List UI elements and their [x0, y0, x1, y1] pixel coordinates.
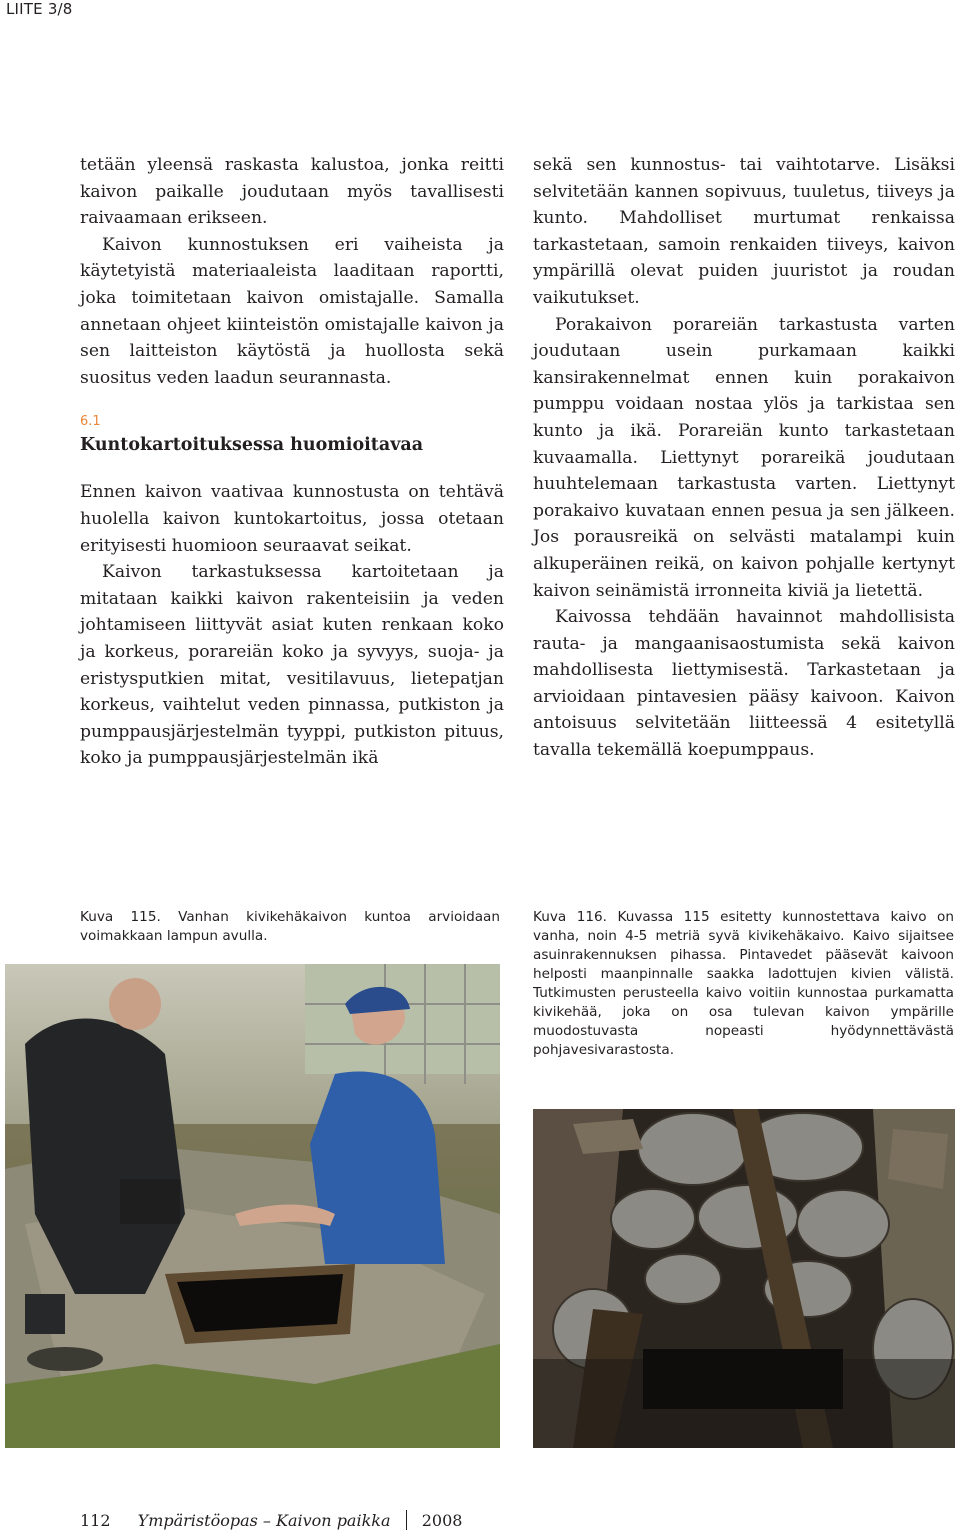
appendix-label: LIITE 3/8	[6, 0, 73, 18]
page-footer: 112 Ympäristöopas – Kaivon paikka 2008	[80, 1511, 463, 1530]
section-title: Kuntokartoituksessa huomioitavaa	[80, 435, 424, 456]
stone-well-interior-illustration	[533, 1109, 955, 1448]
footer-separator	[406, 1510, 407, 1530]
paragraph: tetään yleensä raskasta kalustoa, jonka reitti kaivon paikalle joudutaan myös tavallisesti raivaamaan erikseen.	[80, 155, 504, 229]
paragraph: Porakaivon porareiän tarkastusta varten joudutaan usein purkamaan kaikki kansirakennelmat ennen kuin porakaivon pumppu voidaan nostaa ylös ja tarkistaa sen kunto ja ikä. Porareiän kunto tarkastetaan kuvaamalla. Liettynyt porareikä joudutaan huuhtelemaan tarkastusta varten. Liettynyt porakaivo kuvataan ennen pesua ja sen jälkeen. Jos porausreikä on selvästi matalampi kuin alkuperäinen reikä, on kaivon pohjalle kertynyt kaivon seinämistä irronneita kiviä ja lietettä.	[533, 314, 955, 601]
paragraph: Kaivossa tehdään havainnot mahdollisista rauta- ja mangaanisaostumista sekä kaivon mahdollisesta liettymisestä. Tarkastetaan ja arvioidaan pintavesien pääsy kaivoon. Kaivon antoisuus selvitetään liitteessä 4 esitetyllä tavalla tekemällä koepumppaus.	[533, 607, 955, 761]
paragraph: Kaivon kunnostuksen eri vaiheista ja käytetyistä materiaaleista laaditaan raportti, joka toimitetaan kaivon omistajalle. Samalla annetaan ohjeet kiinteistön omistajalle kaivon ja sen laitteiston käytöstä ja huollosta sekä suositus veden laadun seurannasta.	[80, 234, 504, 388]
paragraph: Kaivon tarkastuksessa kartoitetaan ja mitataan kaikki kaivon rakenteisiin ja veden johtamiseen liittyvät asiat kuten renkaan koko ja korkeus, porareiän koko ja syvyys, suoja- ja eristysputkien mitat, vesitilavuus, lietepatjan korkeus, vaihtelut veden pinnassa, putkiston ja pumppausjärjestelmän tyyppi, putkiston pituus, koko ja pumppausjärjestelmän ikä	[80, 562, 504, 769]
paragraph: Ennen kaivon vaativaa kunnostusta on tehtävä huolella kaivon kuntokartoitus, jossa otetaan erityisesti huomioon seuraavat seikat.	[80, 482, 504, 556]
well-inspection-illustration	[5, 964, 500, 1448]
publication-year: 2008	[421, 1511, 463, 1530]
right-text-column	[533, 152, 955, 764]
publication-subtitle: Kaivon paikka	[276, 1511, 391, 1530]
publication-title: Ympäristöopas	[137, 1511, 258, 1530]
figure-115-photo	[5, 964, 500, 1448]
figure-116-photo	[533, 1109, 955, 1448]
page-number: 112	[80, 1511, 111, 1530]
section-number: 6.1	[80, 414, 101, 430]
paragraph: sekä sen kunnostus- tai vaihtotarve. Lisäksi selvitetään kannen sopivuus, tuuletus, tiiveys ja kunto. Mahdolliset murtumat renkaissa tarkastetaan, samoin renkaiden tiiveys, kaivon ympärillä olevat puiden juuristot ja roudan vaikutukset.	[533, 155, 955, 308]
figure-115-caption: Kuva 115. Vanhan kivikehäkaivon kuntoa arvioidaan voimakkaan lampun avulla.	[80, 909, 500, 944]
figure-116-caption: Kuva 116. Kuvassa 115 esitetty kunnostettava kaivo on vanha, noin 4-5 metriä syvä kivikehäkaivo. Kaivo sijaitsee asuinrakennuksen pihassa. Pintavedet pääsevät kaivoon helposti maanpinnalle saakka ladottujen kivien välistä. Tutkimusten perusteella kaivo voitiin kunnostaa purkamatta kivikehää, joka on osa tulevan kaivon ympärille muodostuvasta nopeasti hyödynnettävästä pohjavesivarastosta.	[533, 909, 954, 1058]
left-text-column	[80, 152, 504, 772]
